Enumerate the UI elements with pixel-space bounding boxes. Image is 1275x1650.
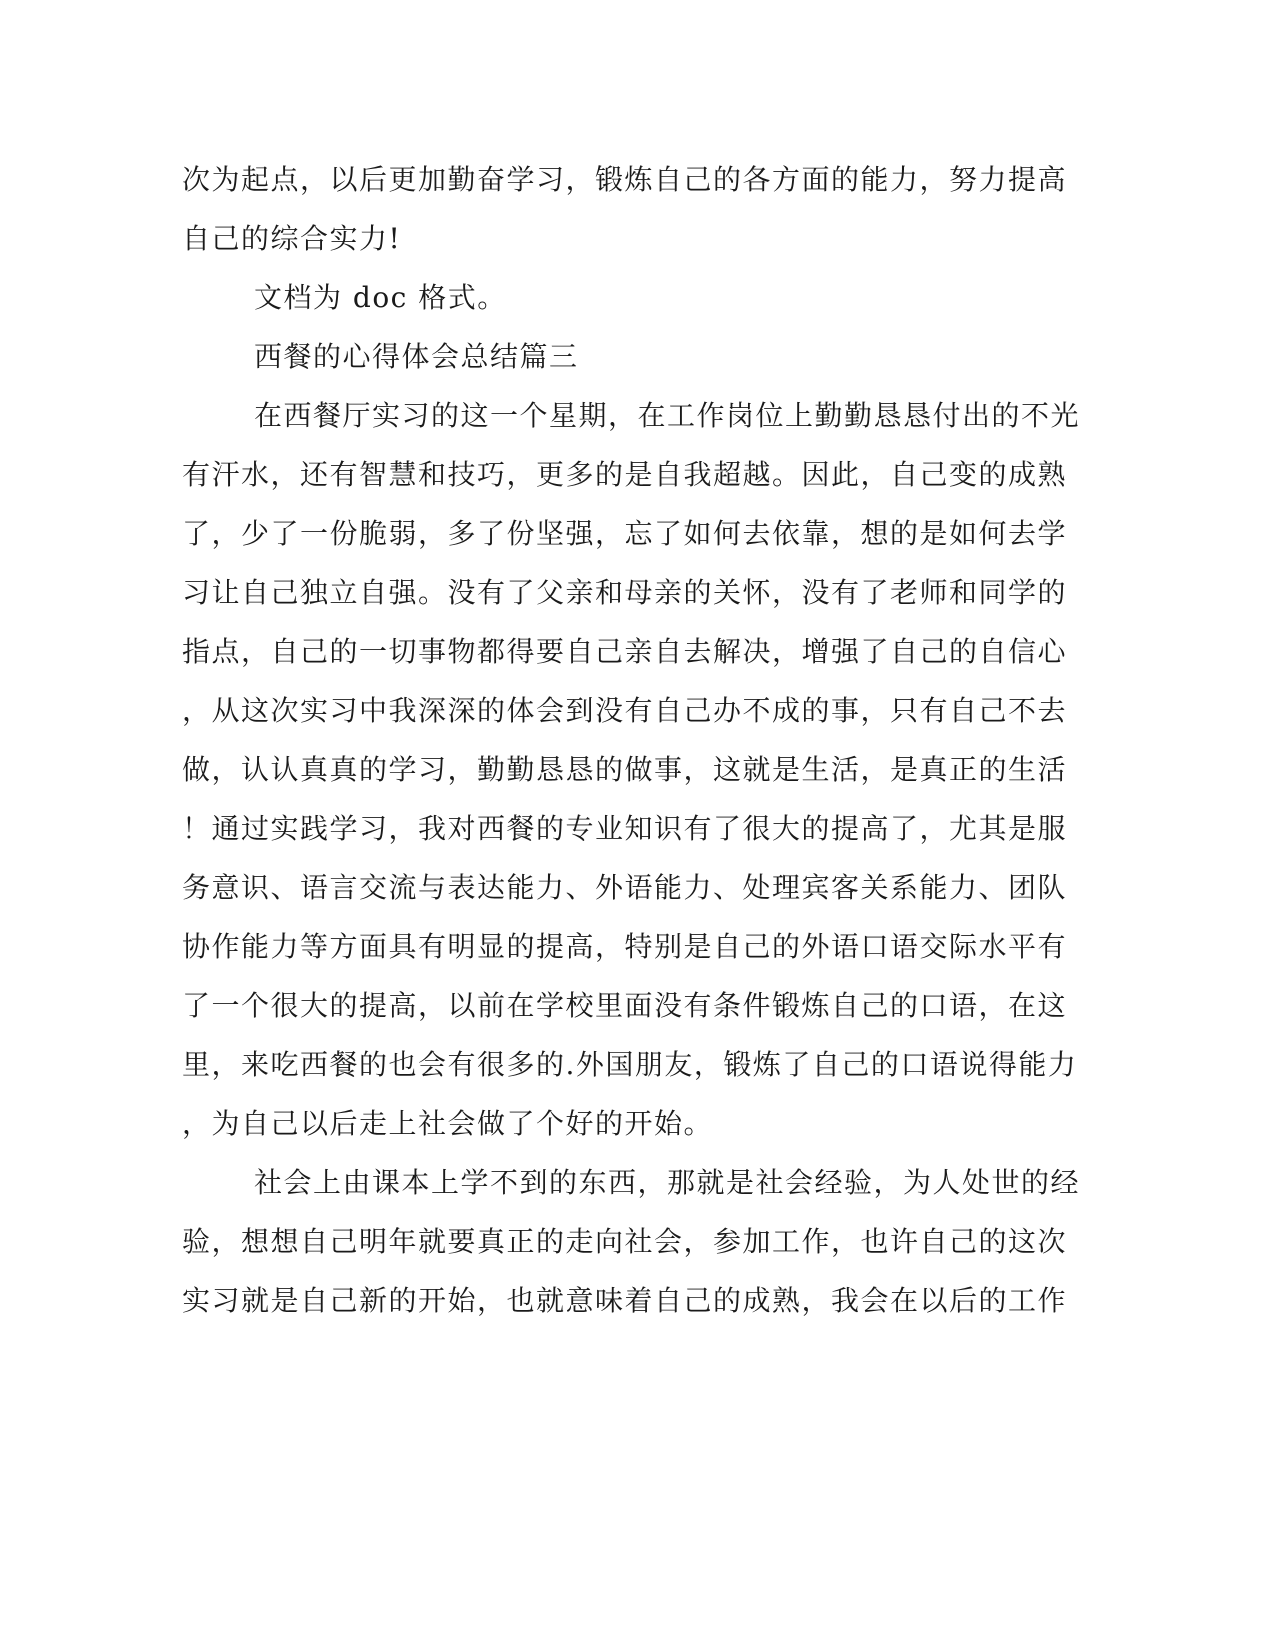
paragraph-line: 务意识、语言交流与表达能力、外语能力、处理宾客关系能力、团队 <box>182 871 1068 904</box>
paragraph-line: ，为自己以后走上社会做了个好的开始。 <box>182 1107 714 1140</box>
section-heading: 西餐的心得体会总结篇三 <box>254 340 579 373</box>
paragraph-line: 习让自己独立自强。没有了父亲和母亲的关怀，没有了老师和同学的 <box>182 576 1068 609</box>
paragraph-line: ！通过实践学习，我对西餐的专业知识有了很大的提高了，尤其是服 <box>182 812 1068 845</box>
format-note: 文档为 doc 格式。 <box>254 281 507 314</box>
paragraph-line: 有汗水，还有智慧和技巧，更多的是自我超越。因此，自己变的成熟 <box>182 458 1068 491</box>
paragraph-line: 做，认认真真的学习，勤勤恳恳的做事，这就是生活，是真正的生活 <box>182 753 1068 786</box>
paragraph-line: 自己的综合实力! <box>182 222 402 255</box>
paragraph-line: 指点，自己的一切事物都得要自己亲自去解决，增强了自己的自信心 <box>182 635 1068 668</box>
paragraph-line: 了一个很大的提高，以前在学校里面没有条件锻炼自己的口语，在这 <box>182 989 1068 1022</box>
paragraph-line: 在西餐厅实习的这一个星期，在工作岗位上勤勤恳恳付出的不光 <box>254 399 1081 432</box>
paragraph-line: 里，来吃西餐的也会有很多的.外国朋友，锻炼了自己的口语说得能力 <box>182 1048 1078 1081</box>
paragraph-line: 验，想想自己明年就要真正的走向社会，参加工作，也许自己的这次 <box>182 1225 1068 1258</box>
paragraph-line: 社会上由课本上学不到的东西，那就是社会经验，为人处世的经 <box>254 1166 1081 1199</box>
paragraph-line: 了，少了一份脆弱，多了份坚强，忘了如何去依靠，想的是如何去学 <box>182 517 1068 550</box>
paragraph-line: 次为起点，以后更加勤奋学习，锻炼自己的各方面的能力，努力提高 <box>182 163 1068 196</box>
paragraph-line: 实习就是自己新的开始，也就意味着自己的成熟，我会在以后的工作 <box>182 1284 1068 1317</box>
paragraph-line: 协作能力等方面具有明显的提高，特别是自己的外语口语交际水平有 <box>182 930 1068 963</box>
paragraph-line: ，从这次实习中我深深的体会到没有自己办不成的事，只有自己不去 <box>182 694 1068 727</box>
